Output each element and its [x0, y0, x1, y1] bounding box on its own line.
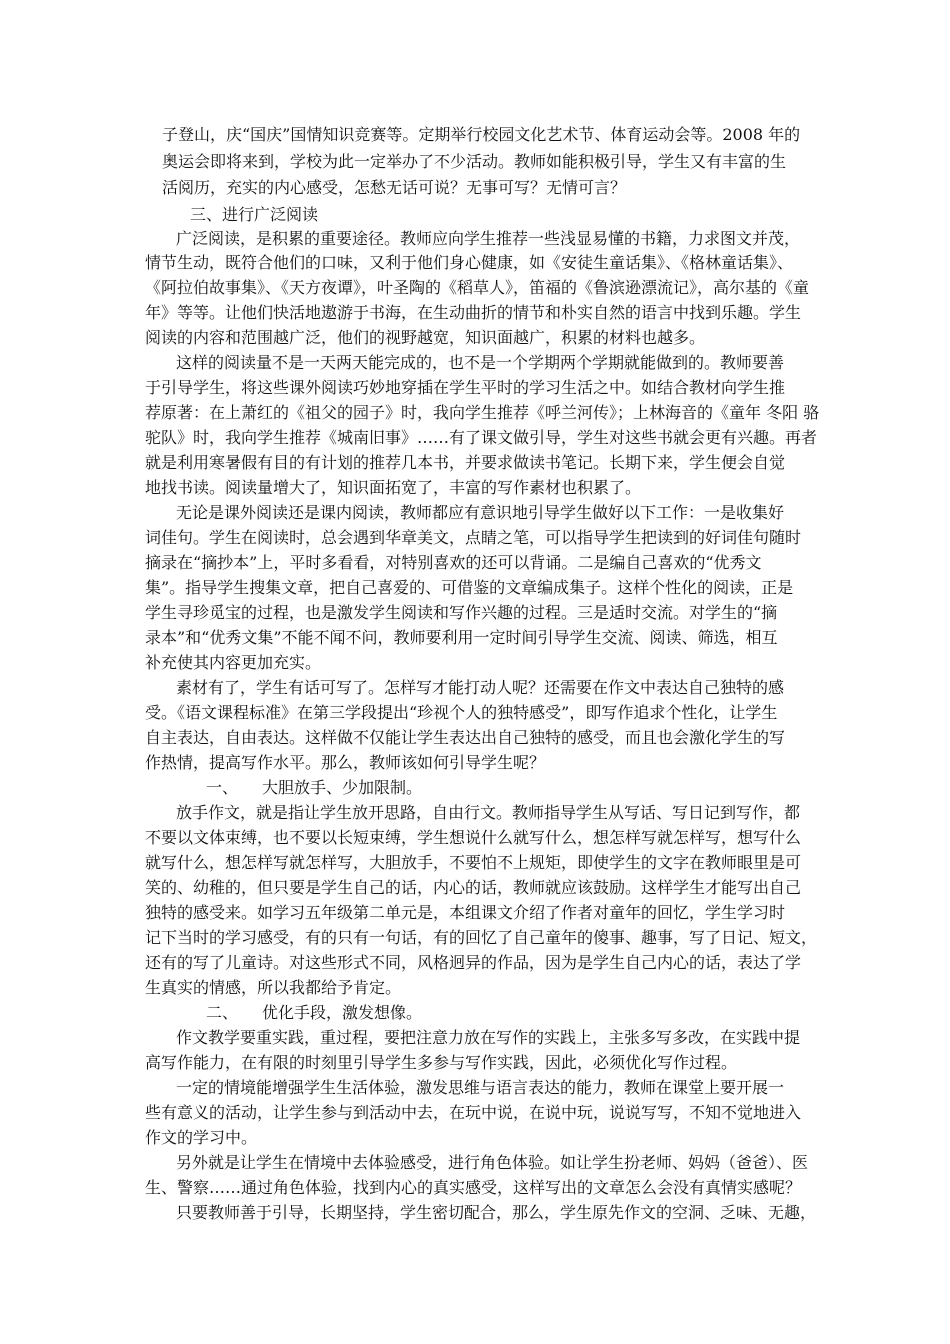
- text-line: 年》等等。让他们快活地遨游于书海，在生动曲折的情节和朴实自然的语言中找到乐趣。学生: [145, 303, 802, 322]
- text-line: 学生寻珍觅宝的过程，也是激发学生阅读和写作兴趣的过程。三是适时交流。对学生的“摘: [145, 603, 778, 622]
- text-line: 另外就是让学生在情境中去体验感受，进行角色体验。如让学生扮老师、妈妈（爸爸）、医: [176, 1153, 809, 1172]
- text-line: 作文的学习中。: [145, 1128, 258, 1147]
- text-line: 于引导学生，将这些课外阅读巧妙地穿插在学生平时的学习生活之中。如结合教材向学生推: [145, 378, 786, 397]
- text-line: 只要教师善于引导，长期坚持，学生密切配合，那么，学生原先作文的空洞、乏味、无趣，: [176, 1203, 817, 1222]
- text-line: 些有意义的活动，让学生参与到活动中去，在玩中说，在说中玩，说说写写，不知不觉地进入: [145, 1103, 802, 1122]
- text-line: 记下当时的学习感受，有的只有一句话，有的回忆了自己童年的傻事、趣事，写了日记、短文，: [145, 928, 818, 947]
- text-line: 集”。指导学生搜集文章，把自己喜爱的、可借鉴的文章编成集子。这样个性化的阅读，正是: [145, 578, 794, 597]
- text-line: 活阅历，充实的内心感受，怎愁无话可说？无事可写？无情可言？: [162, 178, 627, 197]
- text-line: 自主表达，自由表达。这样做不仅能让学生表达出自己独特的感受，而且也会激化学生的写: [145, 728, 786, 747]
- text-line: 子登山，庆“国庆”国情知识竞赛等。定期举行校园文化艺术节、体育运动会等。2008 年的: [162, 125, 801, 144]
- text-line: 生、警察……通过角色体验，找到内心的真实感受，这样写出的文章怎么会没有真情实感呢？: [145, 1178, 802, 1197]
- text-line: 不要以文体束缚，也不要以长短束缚，学生想说什么就写什么，想怎样写就怎样写，想写什么: [145, 828, 802, 847]
- text-line: 高写作能力，在有限的时刻里引导学生多参与写作实践，因此，必须优化写作过程。: [145, 1053, 738, 1072]
- text-line: 情节生动，既符合他们的口味，又利于他们身心健康，如《安徒生童话集》、《格林童话集》、: [145, 253, 794, 272]
- text-line: 《阿拉伯故事集》、《天方夜谭》，叶圣陶的《稻草人》，笛福的《鲁滨逊漂流记》，高尔基的《童: [145, 278, 810, 297]
- text-line: 受。《语文课程标准》在第三学段提出“珍视个人的独特感受”，即写作追求个性化，让学生: [145, 703, 778, 722]
- text-line: 一定的情境能增强学生生活体验，激发思维与语言表达的能力，教师在课堂上要开展一: [176, 1078, 785, 1097]
- text-line: 地找书读。阅读量增大了，知识面拓宽了，丰富的写作素材也积累了。: [145, 478, 642, 497]
- text-line: 广泛阅读，是积累的重要途径。教师应向学生推荐一些浅显易懂的书籍，力求图文并茂，: [176, 229, 801, 248]
- section-heading: 二、 优化手段，激发想像。: [206, 1003, 423, 1022]
- text-line: 奥运会即将来到，学校为此一定举办了不少活动。教师如能积极引导，学生又有丰富的生: [162, 152, 787, 171]
- section-heading: 三、进行广泛阅读: [190, 205, 319, 224]
- text-line: 就写什么，想怎样写就怎样写，大胆放手，不要怕不上规矩，即使学生的文字在教师眼里是可: [145, 853, 802, 872]
- text-line: 就是利用寒暑假有目的有计划的推荐几本书，并要求做读书笔记。长期下来，学生便会自觉: [145, 453, 786, 472]
- text-line: 补充使其内容更加充实。: [145, 653, 322, 672]
- text-line: 摘录在“摘抄本”上，平时多看看，对特别喜欢的还可以背诵。二是编自己喜欢的“优秀文: [145, 553, 762, 572]
- text-line: 驼队》时，我向学生推荐《城南旧事》……有了课文做引导，学生对这些书就会更有兴趣。再者: [145, 428, 818, 447]
- text-line: 作文教学要重实践，重过程，要把注意力放在写作的实践上，主张多写多改，在实践中提: [176, 1028, 801, 1047]
- text-line: 放手作文，就是指让学生放开思路，自由行文。教师指导学生从写话、写日记到写作，都: [176, 803, 801, 822]
- text-line: 这样的阅读量不是一天两天能完成的，也不是一个学期两个学期就能做到的。教师要善: [176, 353, 785, 372]
- text-line: 作热情，提高写作水平。那么，教师该如何引导学生呢？: [145, 753, 546, 772]
- text-line: 阅读的内容和范围越广泛，他们的视野越宽，知识面越广，积累的材料也越多。: [145, 328, 706, 347]
- text-line: 录本”和“优秀文集”不能不闻不问，教师要利用一定时间引导学生交流、阅读、筛选，相互: [145, 628, 778, 647]
- text-line: 荐原著：在上萧红的《祖父的园子》时，我向学生推荐《呼兰河传》；上林海音的《童年 冬阳 骆: [145, 403, 820, 422]
- text-line: 笑的、幼稚的，但只要是学生自己的话，内心的话，教师就应该鼓励。这样学生才能写出自己: [145, 878, 802, 897]
- text-line: 还有的写了儿童诗。对这些形式不同，风格迥异的作品，因为是学生自己内心的话，表达了学: [145, 953, 802, 972]
- text-line: 词佳句。学生在阅读时，总会遇到华章美文，点睛之笔，可以指导学生把读到的好词佳句随时: [145, 528, 802, 547]
- section-heading: 一、 大胆放手、少加限制。: [206, 778, 423, 797]
- text-line: 生真实的情感，所以我都给予肯定。: [145, 978, 402, 997]
- text-line: 无论是课外阅读还是课内阅读，教师都应有意识地引导学生做好以下工作：一是收集好: [176, 503, 785, 522]
- text-line: 素材有了，学生有话可写了。怎样写才能打动人呢？还需要在作文中表达自己独特的感: [176, 678, 785, 697]
- text-line: 独特的感受来。如学习五年级第二单元是，本组课文介绍了作者对童年的回忆，学生学习时: [145, 903, 786, 922]
